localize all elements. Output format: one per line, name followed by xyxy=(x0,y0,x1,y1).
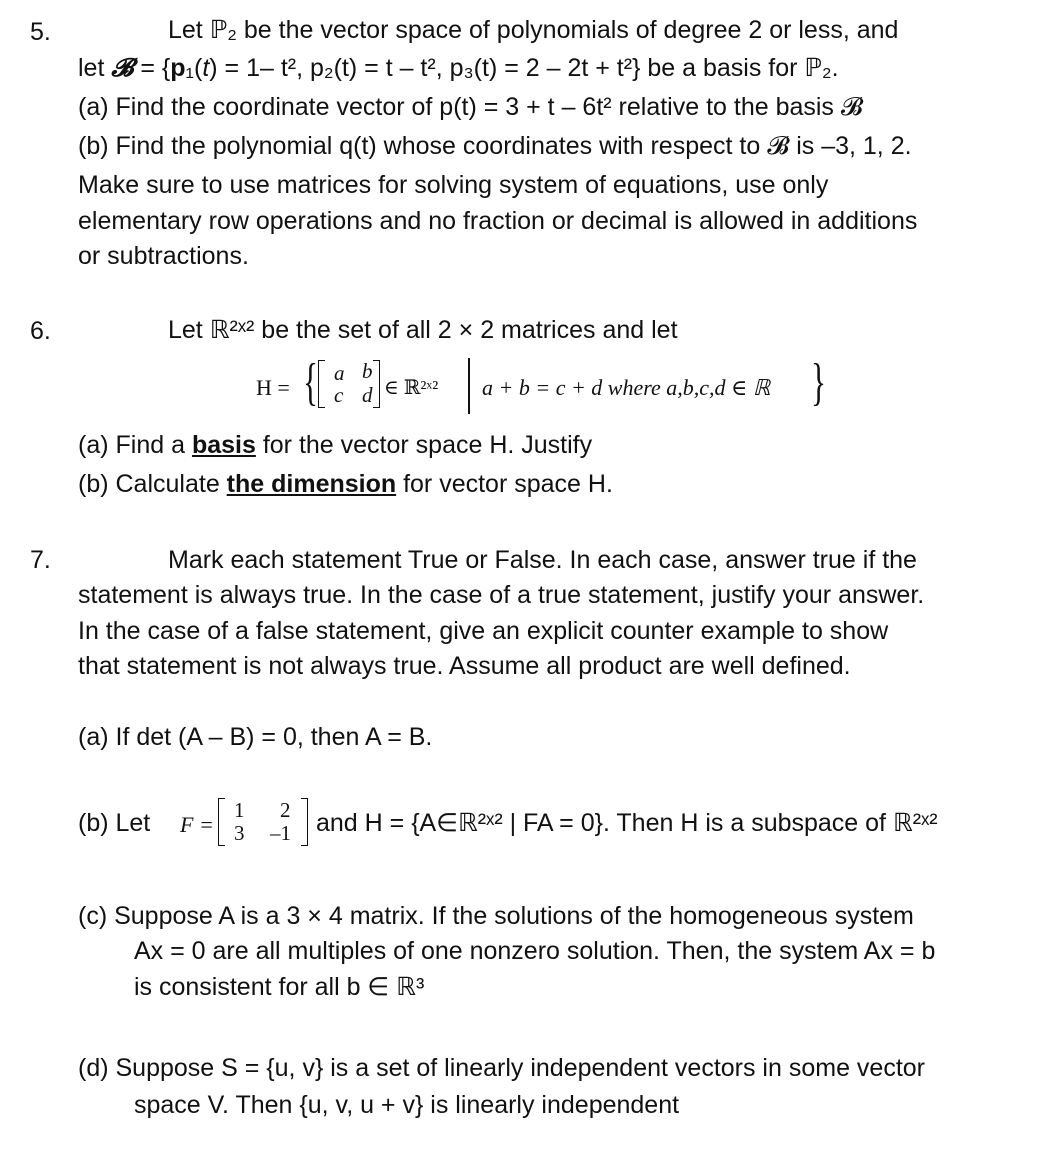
q5-instruction-line3: or subtractions. xyxy=(78,242,249,270)
matrix-entry-b: b xyxy=(362,359,373,383)
q6-intro: Let ℝ²ˣ² be the set of all 2 × 2 matrices and let xyxy=(168,316,678,344)
q5-part-b: (b) Find the polynomial q(t) whose coordinates with respect to 𝓑 is –3, 1, 2. xyxy=(78,132,912,160)
q5-text: ₁( xyxy=(185,54,203,82)
q7-intro-line3: In the case of a false statement, give an explicit counter example to show xyxy=(78,617,889,645)
q7-intro-line1: Mark each statement True or False. In each case, answer true if the xyxy=(168,546,917,574)
q7-part-a: (a) If det (A – B) = 0, then A = B. xyxy=(78,723,433,751)
q5-text: let xyxy=(78,54,112,82)
matrix-entry-c: c xyxy=(334,383,344,407)
q7-part-c-line2: Ax = 0 are all multiples of one nonzero solution. Then, the system Ax = b xyxy=(134,937,936,965)
q7-part-b-prefix: (b) Let xyxy=(78,809,151,837)
q6-part-a xyxy=(78,427,592,463)
matrix-bracket-right xyxy=(373,360,380,408)
q7-part-b-rest: and H = {A∈ℝ²ˣ² | FA = 0}. Then H is a subspace of ℝ²ˣ² xyxy=(316,809,938,837)
q7-part-d-line1: (d) Suppose S = {u, v} is a set of linearly independent vectors in some vector xyxy=(78,1054,925,1082)
q5-instruction-line2: elementary row operations and no fraction or decimal is allowed in additions xyxy=(78,207,918,235)
set-builder-bar xyxy=(468,358,470,414)
set-condition: a + b = c + d where a,b,c,d ∈ ℝ xyxy=(482,375,771,400)
question-7-number: 7. xyxy=(30,546,51,574)
left-brace: { xyxy=(302,354,318,411)
q5-part-a: (a) Find the coordinate vector of p(t) = 3 + t – 6t² relative to the basis 𝓑 xyxy=(78,93,863,121)
q5-text: = { xyxy=(133,54,171,82)
q6-text: for vector space H. xyxy=(396,470,613,498)
matrix-bracket-right xyxy=(301,798,308,846)
matrix-f-entry-12: 2 xyxy=(280,798,291,822)
q5-intro-line1: Let ℙ₂ be the vector space of polynomials of degree 2 or less, and xyxy=(168,16,899,44)
q7-intro-line2: statement is always true. In the case of a true statement, justify your answer. xyxy=(78,581,925,609)
matrix-abcd xyxy=(318,360,380,410)
q5-text: ) = 1– t², p₂(t) = t – t², p₃(t) = 2 – 2t + t²} be a basis for ℙ₂. xyxy=(209,54,839,82)
matrix-f xyxy=(218,798,308,848)
q5-instruction-line1: Make sure to use matrices for solving system of equations, use only xyxy=(78,171,829,199)
q5-intro-line2 xyxy=(78,50,839,87)
question-5-number: 5. xyxy=(30,18,51,46)
set-h-label: H = xyxy=(256,375,290,400)
set-membership: ∈ ℝ²ˣ² xyxy=(384,377,439,399)
q6-part-b xyxy=(78,466,613,502)
q6-emphasis-basis: basis xyxy=(191,431,256,459)
q6-text: for the vector space H. Justify xyxy=(255,431,593,459)
q6-text: (a) Find a xyxy=(78,431,192,459)
q7-intro-line4: that statement is not always true. Assume all product are well defined. xyxy=(78,652,851,680)
q7-part-c-line3: is consistent for all b ∈ ℝ³ xyxy=(134,973,425,1001)
question-6-number: 6. xyxy=(30,317,51,345)
matrix-f-entry-11: 1 xyxy=(234,798,245,822)
matrix-bracket-left xyxy=(218,798,225,846)
matrix-entry-d: d xyxy=(362,383,373,407)
q7-part-c-line1: (c) Suppose A is a 3 × 4 matrix. If the solutions of the homogeneous system xyxy=(78,902,914,930)
matrix-f-entry-21: 3 xyxy=(234,821,245,845)
q6-text: (b) Calculate xyxy=(78,470,227,498)
q5-text: p xyxy=(170,54,186,82)
matrix-bracket-left xyxy=(318,360,325,408)
matrix-f-label: F = xyxy=(180,812,214,837)
right-brace: } xyxy=(810,354,826,411)
q7-part-d-line2: space V. Then {u, v, u + v} is linearly independent xyxy=(134,1091,680,1119)
basis-symbol: 𝓑 xyxy=(111,55,134,82)
q6-emphasis-dimension: the dimension xyxy=(226,470,397,498)
matrix-entry-a: a xyxy=(334,361,345,385)
matrix-f-entry-22: –1 xyxy=(270,821,291,845)
q5-text: t xyxy=(202,54,210,82)
